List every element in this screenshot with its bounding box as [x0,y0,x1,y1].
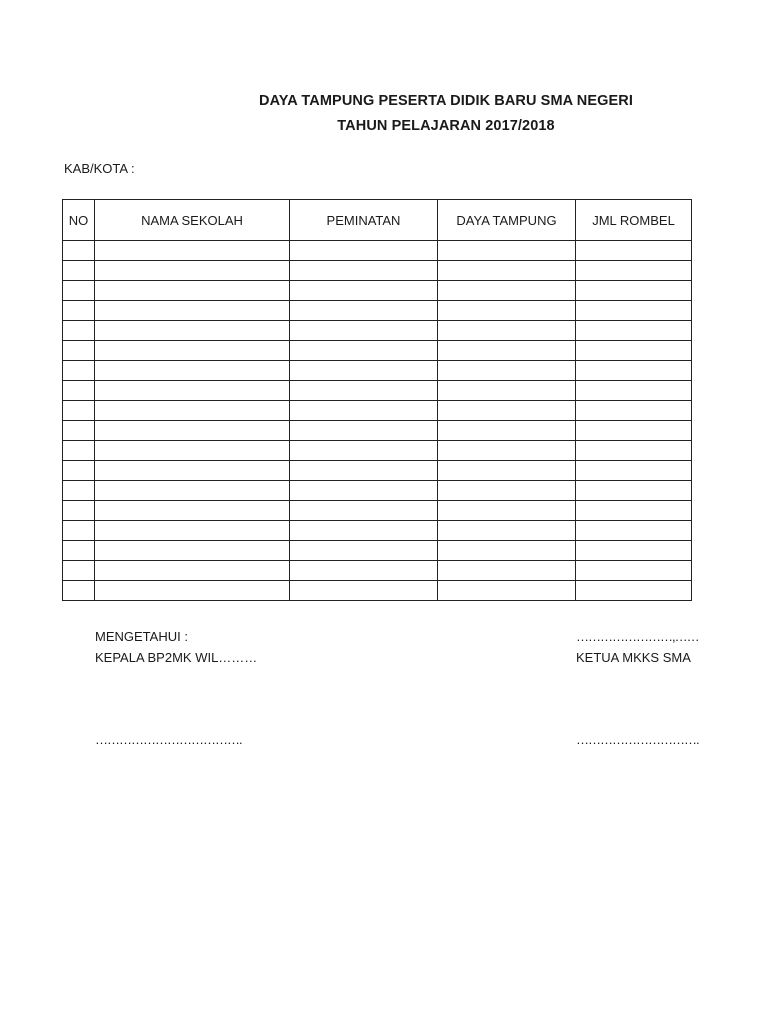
cell-nama-sekolah [95,501,290,521]
table-header-row [63,200,692,241]
cell-jml-rombel [576,561,692,581]
header-peminatan: PEMINATAN [290,200,438,241]
cell-no [63,561,95,581]
table-row [63,381,692,401]
cell-no [63,441,95,461]
ketua-mkks-label: KETUA MKKS SMA [576,650,691,665]
cell-no [63,541,95,561]
cell-no [63,521,95,541]
table-row [63,481,692,501]
header-no: NO [63,200,95,241]
table-row [63,521,692,541]
cell-no [63,421,95,441]
cell-nama-sekolah [95,361,290,381]
cell-jml-rombel [576,521,692,541]
cell-peminatan [290,481,438,501]
cell-daya-tampung [438,441,576,461]
cell-daya-tampung [438,421,576,441]
cell-jml-rombel [576,581,692,601]
cell-peminatan [290,241,438,261]
kab-kota-label: KAB/KOTA : [64,161,135,176]
cell-peminatan [290,581,438,601]
cell-jml-rombel [576,361,692,381]
table-row [63,541,692,561]
cell-peminatan [290,521,438,541]
cell-jml-rombel [576,481,692,501]
cell-daya-tampung [438,281,576,301]
cell-nama-sekolah [95,321,290,341]
cell-jml-rombel [576,441,692,461]
table-row [63,421,692,441]
cell-jml-rombel [576,421,692,441]
cell-jml-rombel [576,301,692,321]
cell-daya-tampung [438,481,576,501]
cell-no [63,481,95,501]
table-row [63,401,692,421]
cell-peminatan [290,381,438,401]
cell-jml-rombel [576,381,692,401]
cell-no [63,581,95,601]
cell-jml-rombel [576,461,692,481]
cell-nama-sekolah [95,241,290,261]
kepala-bp2mk-label: KEPALA BP2MK WIL……… [95,650,258,665]
table-row [63,501,692,521]
cell-daya-tampung [438,301,576,321]
left-signature-name-line: ………………………………. [95,732,242,747]
cell-jml-rombel [576,401,692,421]
cell-peminatan [290,561,438,581]
cell-daya-tampung [438,261,576,281]
document-title: DAYA TAMPUNG PESERTA DIDIK BARU SMA NEGERI [259,93,633,109]
header-jml-rombel: JML ROMBEL [576,200,692,241]
cell-no [63,301,95,321]
cell-daya-tampung [438,501,576,521]
cell-nama-sekolah [95,301,290,321]
cell-jml-rombel [576,281,692,301]
cell-jml-rombel [576,541,692,561]
cell-nama-sekolah [95,281,290,301]
cell-no [63,361,95,381]
cell-nama-sekolah [95,341,290,361]
cell-daya-tampung [438,521,576,541]
cell-no [63,341,95,361]
document-subtitle-year: TAHUN PELAJARAN 2017/2018 [337,118,555,134]
cell-peminatan [290,341,438,361]
cell-nama-sekolah [95,261,290,281]
cell-daya-tampung [438,381,576,401]
cell-peminatan [290,281,438,301]
cell-nama-sekolah [95,461,290,481]
cell-peminatan [290,421,438,441]
cell-no [63,321,95,341]
table-body [63,241,692,601]
cell-peminatan [290,261,438,281]
table-row [63,581,692,601]
table-row [63,301,692,321]
cell-daya-tampung [438,401,576,421]
cell-daya-tampung [438,361,576,381]
cell-peminatan [290,501,438,521]
cell-daya-tampung [438,341,576,361]
cell-nama-sekolah [95,561,290,581]
cell-jml-rombel [576,261,692,281]
table-row [63,341,692,361]
table-row [63,561,692,581]
place-date-line: ……………………,…… [576,629,699,644]
cell-no [63,401,95,421]
right-signature-name-line: …………………………. [576,732,699,747]
table-row [63,461,692,481]
cell-jml-rombel [576,241,692,261]
cell-daya-tampung [438,241,576,261]
cell-peminatan [290,301,438,321]
cell-jml-rombel [576,341,692,361]
table-row [63,241,692,261]
cell-no [63,241,95,261]
capacity-table [62,199,692,601]
cell-peminatan [290,321,438,341]
cell-peminatan [290,441,438,461]
cell-peminatan [290,461,438,481]
cell-nama-sekolah [95,441,290,461]
cell-jml-rombel [576,501,692,521]
header-daya-tampung: DAYA TAMPUNG [438,200,576,241]
cell-daya-tampung [438,461,576,481]
header-nama-sekolah: NAMA SEKOLAH [95,200,290,241]
cell-nama-sekolah [95,381,290,401]
cell-daya-tampung [438,581,576,601]
table-row [63,261,692,281]
cell-peminatan [290,401,438,421]
cell-nama-sekolah [95,581,290,601]
cell-daya-tampung [438,561,576,581]
cell-peminatan [290,361,438,381]
cell-nama-sekolah [95,421,290,441]
cell-peminatan [290,541,438,561]
cell-no [63,461,95,481]
cell-no [63,261,95,281]
cell-no [63,381,95,401]
cell-nama-sekolah [95,521,290,541]
cell-no [63,501,95,521]
cell-jml-rombel [576,321,692,341]
cell-nama-sekolah [95,481,290,501]
table-row [63,281,692,301]
table-row [63,441,692,461]
table-row [63,321,692,341]
cell-daya-tampung [438,541,576,561]
cell-daya-tampung [438,321,576,341]
table-row [63,361,692,381]
cell-nama-sekolah [95,541,290,561]
cell-no [63,281,95,301]
cell-nama-sekolah [95,401,290,421]
mengetahui-label: MENGETAHUI : [95,629,188,644]
